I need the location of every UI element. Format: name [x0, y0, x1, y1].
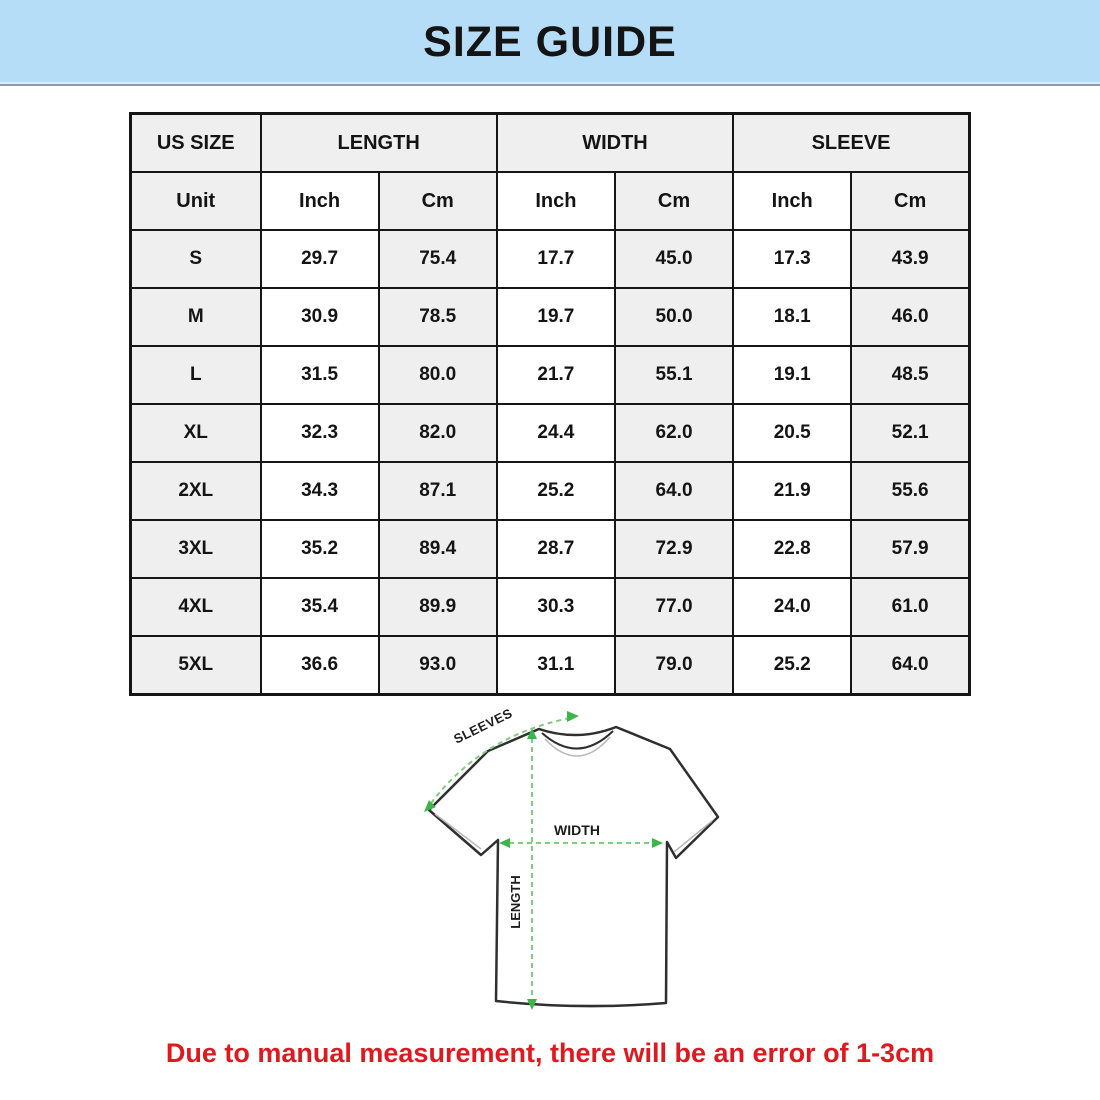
measurement-cell: 93.0	[379, 636, 497, 695]
sleeves-label: SLEEVES	[451, 705, 515, 747]
tshirt-svg	[380, 688, 800, 1040]
col-header-sleeve: SLEEVE	[733, 114, 969, 173]
measurement-cell: 20.5	[733, 404, 851, 462]
measurement-cell: 19.7	[497, 288, 615, 346]
table-row	[131, 346, 970, 404]
measurement-cell: 35.4	[261, 578, 379, 636]
measurement-cell: 75.4	[379, 230, 497, 288]
measurement-cell: 30.9	[261, 288, 379, 346]
size-label: S	[131, 230, 261, 288]
size-table	[129, 112, 971, 696]
unit-header-row	[131, 172, 970, 230]
measurement-cell: 43.9	[851, 230, 969, 288]
measurement-cell: 45.0	[615, 230, 733, 288]
unit-cm-header: Cm	[851, 172, 969, 230]
measurement-cell: 52.1	[851, 404, 969, 462]
measurement-cell: 25.2	[497, 462, 615, 520]
measurement-cell: 57.9	[851, 520, 969, 578]
unit-cm-header: Cm	[379, 172, 497, 230]
size-label: XL	[131, 404, 261, 462]
header-banner	[0, 0, 1100, 86]
unit-inch-header: Inch	[733, 172, 851, 230]
table-row	[131, 578, 970, 636]
size-label: 5XL	[131, 636, 261, 695]
measurement-cell: 72.9	[615, 520, 733, 578]
tshirt-diagram	[380, 688, 800, 1040]
table-row	[131, 230, 970, 288]
measurement-cell: 62.0	[615, 404, 733, 462]
unit-header: Unit	[131, 172, 261, 230]
measurement-cell: 24.4	[497, 404, 615, 462]
measurement-cell: 82.0	[379, 404, 497, 462]
size-label: 4XL	[131, 578, 261, 636]
table-row	[131, 462, 970, 520]
size-label: L	[131, 346, 261, 404]
table-row	[131, 404, 970, 462]
measurement-cell: 31.1	[497, 636, 615, 695]
page-title: SIZE GUIDE	[423, 17, 677, 66]
measurement-cell: 32.3	[261, 404, 379, 462]
measurement-cell: 30.3	[497, 578, 615, 636]
width-label: WIDTH	[554, 822, 600, 838]
col-header-us-size: US SIZE	[131, 114, 261, 173]
measurement-cell: 64.0	[851, 636, 969, 695]
length-label: LENGTH	[508, 875, 523, 929]
measurement-cell: 29.7	[261, 230, 379, 288]
measurement-cell: 78.5	[379, 288, 497, 346]
measurement-cell: 21.7	[497, 346, 615, 404]
measurement-cell: 61.0	[851, 578, 969, 636]
unit-inch-header: Inch	[261, 172, 379, 230]
size-table-body	[131, 230, 970, 695]
measurement-error-note: Due to manual measurement, there will be an error of 1-3cm	[165, 1038, 935, 1068]
measurement-cell: 31.5	[261, 346, 379, 404]
measurement-cell: 24.0	[733, 578, 851, 636]
measurement-cell: 46.0	[851, 288, 969, 346]
measurement-cell: 18.1	[733, 288, 851, 346]
measurement-cell: 17.7	[497, 230, 615, 288]
size-label: M	[131, 288, 261, 346]
measurement-cell: 55.6	[851, 462, 969, 520]
size-label: 3XL	[131, 520, 261, 578]
measurement-cell: 28.7	[497, 520, 615, 578]
measurement-cell: 89.4	[379, 520, 497, 578]
measurement-cell: 21.9	[733, 462, 851, 520]
unit-cm-header: Cm	[615, 172, 733, 230]
measurement-cell: 36.6	[261, 636, 379, 695]
col-header-width: WIDTH	[497, 114, 733, 173]
measurement-cell: 17.3	[733, 230, 851, 288]
measurement-cell: 64.0	[615, 462, 733, 520]
measurement-cell: 89.9	[379, 578, 497, 636]
measurement-cell: 80.0	[379, 346, 497, 404]
measurement-cell: 87.1	[379, 462, 497, 520]
table-row	[131, 520, 970, 578]
measurement-cell: 34.3	[261, 462, 379, 520]
col-header-length: LENGTH	[261, 114, 497, 173]
measurement-cell: 55.1	[615, 346, 733, 404]
sleeves-arrowhead-right	[567, 711, 579, 722]
group-header-row	[131, 114, 970, 173]
measurement-cell: 19.1	[733, 346, 851, 404]
measurement-cell: 50.0	[615, 288, 733, 346]
table-row	[131, 636, 970, 695]
measurement-cell: 77.0	[615, 578, 733, 636]
measurement-cell: 48.5	[851, 346, 969, 404]
size-label: 2XL	[131, 462, 261, 520]
measurement-cell: 25.2	[733, 636, 851, 695]
unit-inch-header: Inch	[497, 172, 615, 230]
measurement-cell: 79.0	[615, 636, 733, 695]
table-row	[131, 288, 970, 346]
tshirt-outline	[429, 727, 718, 1006]
measurement-cell: 35.2	[261, 520, 379, 578]
measurement-cell: 22.8	[733, 520, 851, 578]
